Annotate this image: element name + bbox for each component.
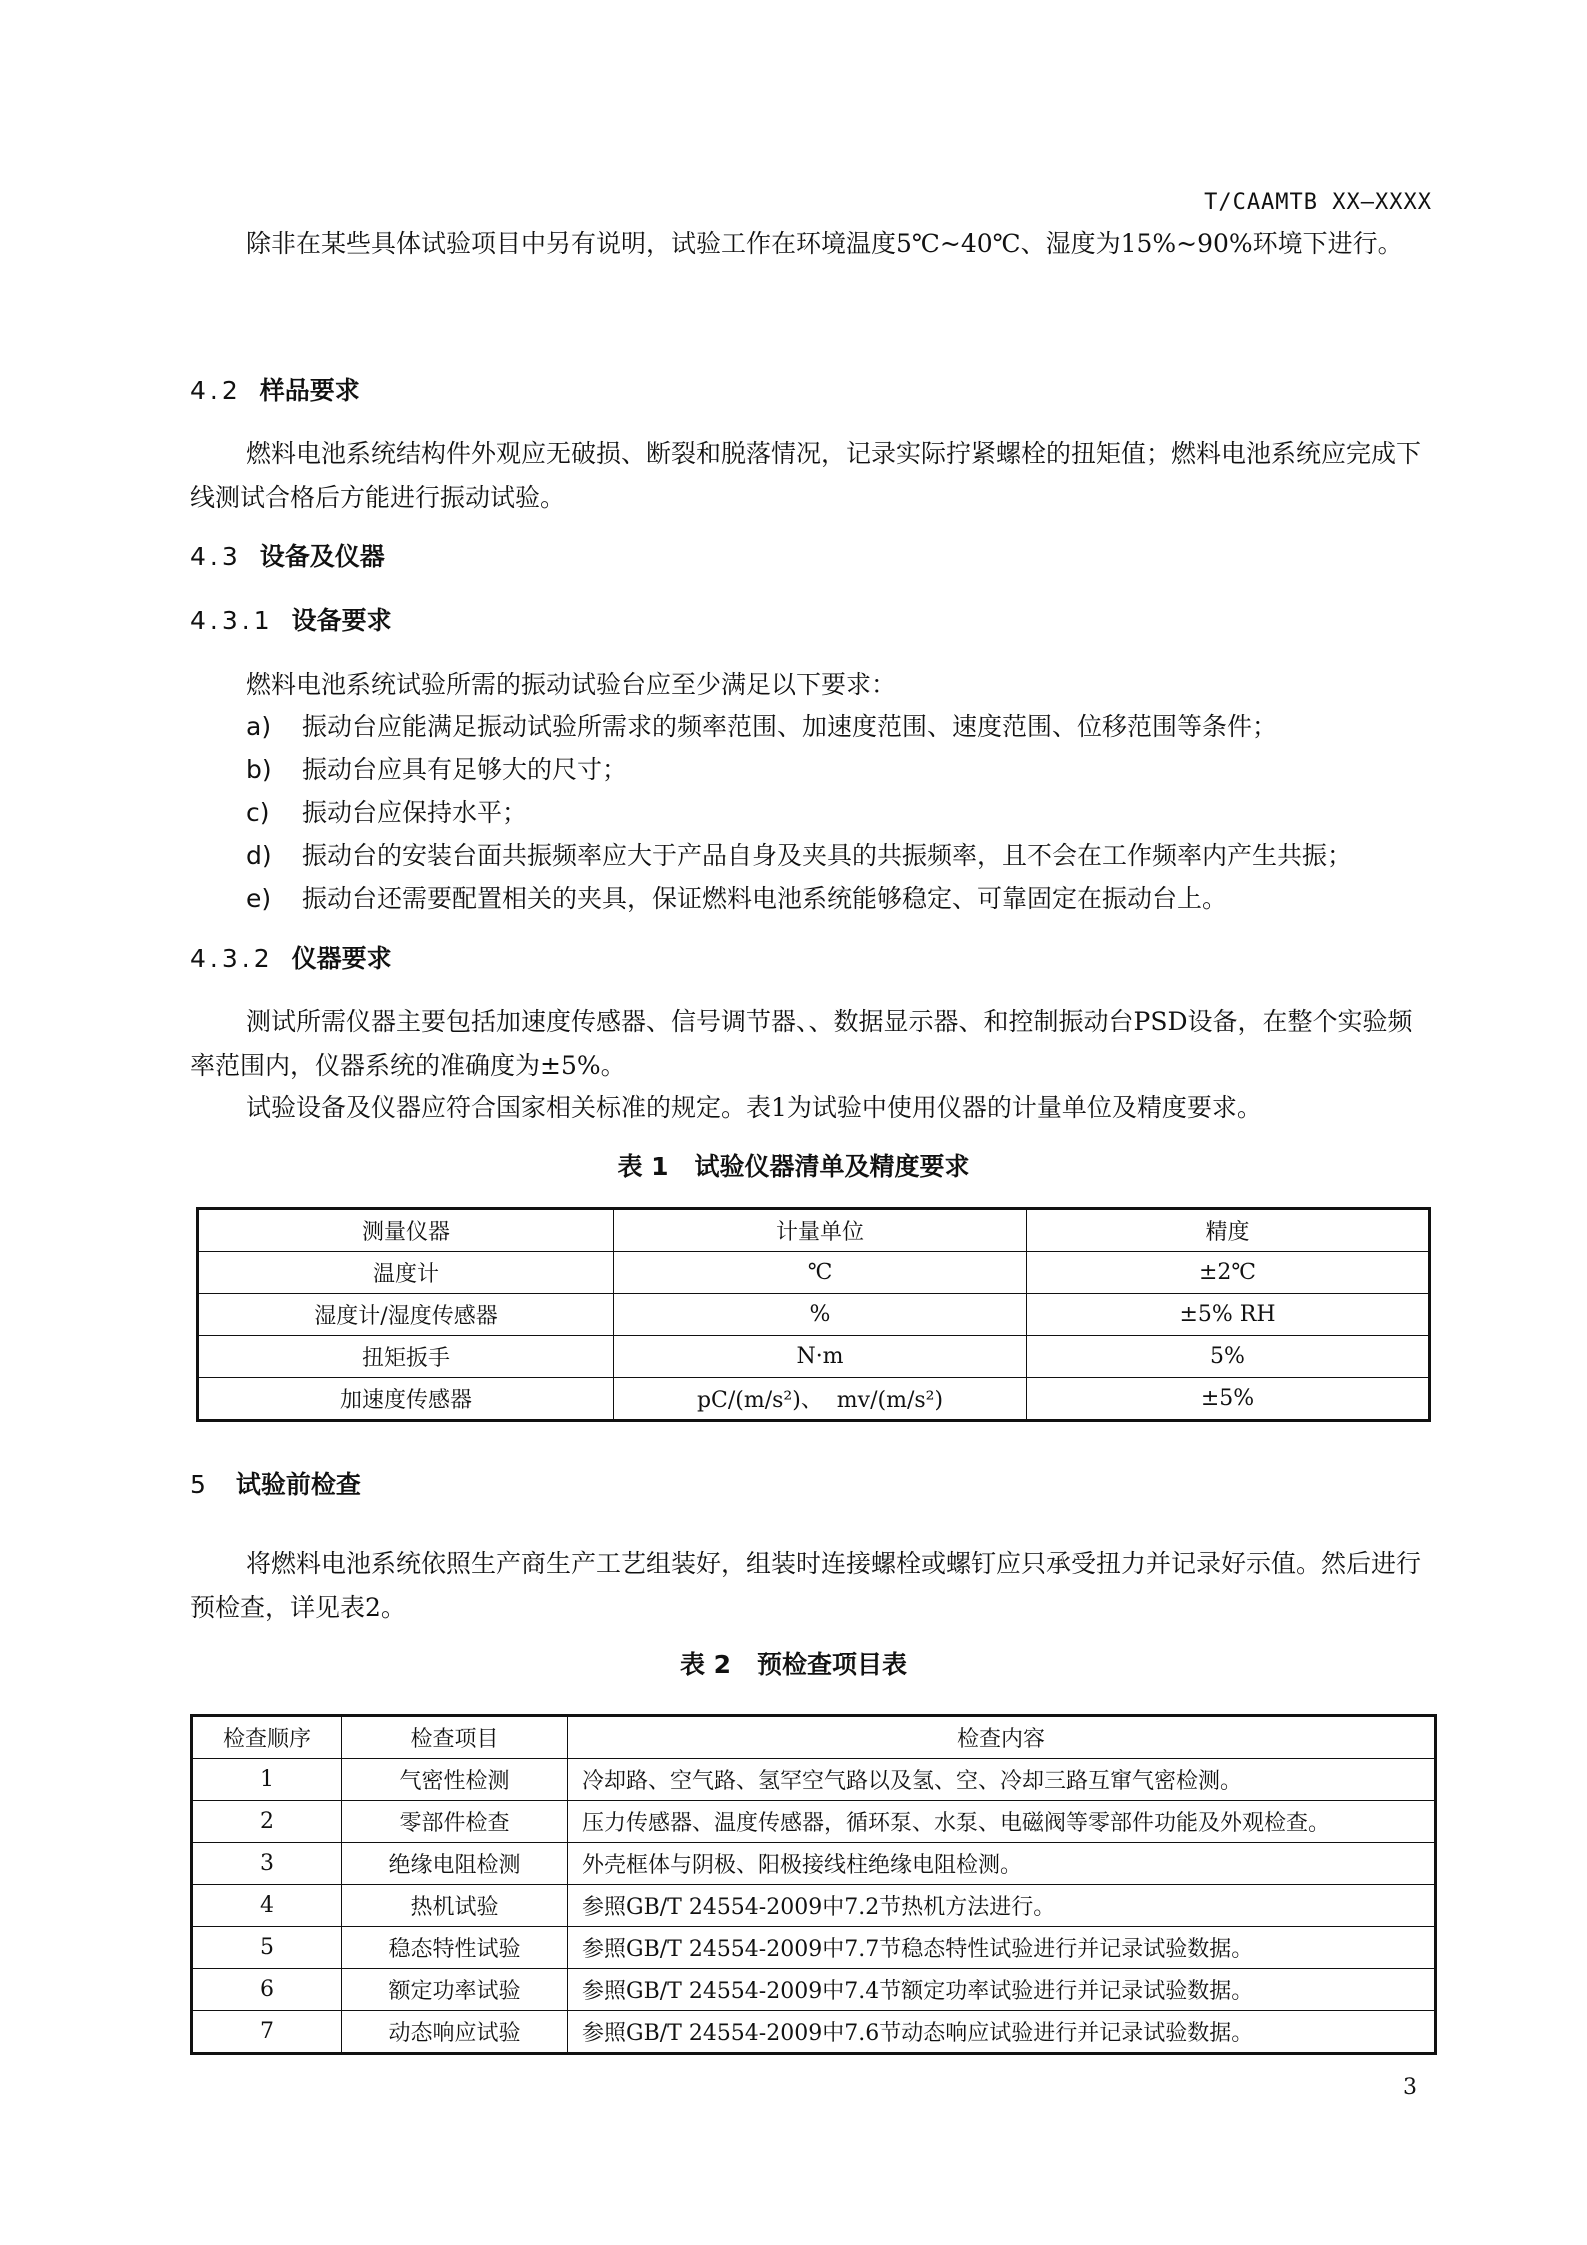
requirement-item xyxy=(246,837,1352,875)
section-number: 4.2 xyxy=(190,376,242,405)
table-cell: 额定功率试验 xyxy=(342,1969,568,2011)
table-cell: 气密性检测 xyxy=(342,1759,568,1801)
item-text: 振动台应能满足振动试验所需求的频率范围、加速度范围、速度范围、位移范围等条件； xyxy=(302,712,1278,741)
section-title: 样品要求 xyxy=(259,376,360,405)
document-code: T/CAAMTB XX—XXXX xyxy=(1204,190,1432,215)
table-row xyxy=(198,1378,1430,1421)
section-title: 试验前检查 xyxy=(235,1470,361,1499)
intro-paragraph: 除非在某些具体试验项目中另有说明，试验工作在环境温度5℃~40℃、湿度为15%~90%环境下进行。 xyxy=(246,229,1403,258)
header-cell: 检查项目 xyxy=(342,1716,568,1759)
table-cell: ±5% RH xyxy=(1027,1294,1430,1336)
section-4-3-1-intro: 燃料电池系统试验所需的振动试验台应至少满足以下要求： xyxy=(246,670,897,699)
section-4-3-heading xyxy=(190,538,385,576)
table-cell: N·m xyxy=(614,1336,1027,1378)
table-cell: 绝缘电阻检测 xyxy=(342,1843,568,1885)
table-row xyxy=(192,1885,1436,1927)
item-marker: b) xyxy=(246,755,272,784)
table-cell: ±5% xyxy=(1027,1378,1430,1421)
table-row xyxy=(192,1969,1436,2011)
caption-title: 预检查项目表 xyxy=(757,1650,908,1679)
section-5-paragraph: 将燃料电池系统依照生产商生产工艺组装好，组装时连接螺栓或螺钉应只承受扭力并记录好示值。然后进行预检查，详见表2。 xyxy=(190,1549,1422,1622)
table-cell: 热机试验 xyxy=(342,1885,568,1927)
section-number: 4.3 xyxy=(190,542,242,571)
section-4-2-paragraph: 燃料电池系统结构件外观应无破损、断裂和脱落情况，记录实际拧紧螺栓的扭矩值；燃料电池系统应完成下线测试合格后方能进行振动试验。 xyxy=(190,439,1422,512)
table-cell: 3 xyxy=(192,1843,342,1885)
section-4-2-heading xyxy=(190,372,360,410)
table-cell: 5% xyxy=(1027,1336,1430,1378)
table-cell: 参照GB/T 24554-2009中7.4节额定功率试验进行并记录试验数据。 xyxy=(568,1969,1436,2011)
instrument-table xyxy=(196,1207,1431,1422)
item-text: 振动台还需要配置相关的夹具，保证燃料电池系统能够稳定、可靠固定在振动台上。 xyxy=(302,884,1228,913)
table-row xyxy=(198,1252,1430,1294)
header-cell: 测量仪器 xyxy=(198,1209,614,1252)
table-row xyxy=(192,1843,1436,1885)
item-marker: e) xyxy=(246,884,272,913)
item-marker: a) xyxy=(246,712,272,741)
section-title: 设备要求 xyxy=(291,606,392,635)
section-4-3-2-heading xyxy=(190,940,392,978)
caption-label: 表 1 xyxy=(617,1152,669,1181)
table-cell: ±2℃ xyxy=(1027,1252,1430,1294)
item-text: 振动台应保持水平； xyxy=(302,798,528,827)
page-number: 3 xyxy=(1403,2075,1417,2100)
section-title: 设备及仪器 xyxy=(259,542,385,571)
table-cell: 5 xyxy=(192,1927,342,1969)
table-cell: ℃ xyxy=(614,1252,1027,1294)
table-cell: 1 xyxy=(192,1759,342,1801)
table-row xyxy=(198,1294,1430,1336)
table-cell: pC/(m/s²)、 mv/(m/s²) xyxy=(614,1378,1027,1421)
table-row xyxy=(192,2011,1436,2054)
section-4-3-1-heading xyxy=(190,602,392,640)
caption-title: 试验仪器清单及精度要求 xyxy=(694,1152,970,1181)
table-row xyxy=(198,1336,1430,1378)
section-number: 4.3.1 xyxy=(190,606,274,635)
table-cell: 动态响应试验 xyxy=(342,2011,568,2054)
header-cell: 精度 xyxy=(1027,1209,1430,1252)
table-cell: 参照GB/T 24554-2009中7.6节动态响应试验进行并记录试验数据。 xyxy=(568,2011,1436,2054)
requirement-item xyxy=(246,708,1277,746)
table-cell: 扭矩扳手 xyxy=(198,1336,614,1378)
table-2-caption xyxy=(0,1646,1587,1684)
precheck-table xyxy=(190,1714,1437,2055)
table-cell: 冷却路、空气路、氢罕空气路以及氢、空、冷却三路互窜气密检测。 xyxy=(568,1759,1436,1801)
section-4-3-2-paragraph-2: 试验设备及仪器应符合国家相关标准的规定。表1为试验中使用仪器的计量单位及精度要求。 xyxy=(246,1093,1262,1122)
table-cell: 加速度传感器 xyxy=(198,1378,614,1421)
caption-label: 表 2 xyxy=(679,1650,732,1679)
table-cell: 压力传感器、温度传感器，循环泵、水泵、电磁阀等零部件功能及外观检查。 xyxy=(568,1801,1436,1843)
section-number: 5 xyxy=(190,1470,210,1499)
header-cell: 计量单位 xyxy=(614,1209,1027,1252)
section-4-3-2-paragraph: 测试所需仪器主要包括加速度传感器、信号调节器、、数据显示器、和控制振动台PSD设备，在整个实验频率范围内，仪器系统的准确度为±5%。 xyxy=(190,1007,1413,1080)
requirement-item xyxy=(246,880,1227,918)
item-text: 振动台应具有足够大的尺寸； xyxy=(302,755,628,784)
table-cell: 6 xyxy=(192,1969,342,2011)
section-5-heading xyxy=(190,1466,361,1504)
table-cell: 参照GB/T 24554-2009中7.2节热机方法进行。 xyxy=(568,1885,1436,1927)
table-cell: 零部件检查 xyxy=(342,1801,568,1843)
item-text: 振动台的安装台面共振频率应大于产品自身及夹具的共振频率，且不会在工作频率内产生共振； xyxy=(302,841,1353,870)
table-row xyxy=(192,1927,1436,1969)
header-cell: 检查内容 xyxy=(568,1716,1436,1759)
table-1-caption xyxy=(0,1148,1587,1186)
table-cell: 温度计 xyxy=(198,1252,614,1294)
requirement-item xyxy=(246,751,627,789)
table-cell: 参照GB/T 24554-2009中7.7节稳态特性试验进行并记录试验数据。 xyxy=(568,1927,1436,1969)
table-row xyxy=(192,1759,1436,1801)
table-cell: 湿度计/湿度传感器 xyxy=(198,1294,614,1336)
item-marker: c) xyxy=(246,798,270,827)
requirement-item xyxy=(246,794,527,832)
section-title: 仪器要求 xyxy=(291,944,392,973)
table-cell: 稳态特性试验 xyxy=(342,1927,568,1969)
table-row xyxy=(192,1801,1436,1843)
table-cell: % xyxy=(614,1294,1027,1336)
table-cell: 外壳框体与阴极、阳极接线柱绝缘电阻检测。 xyxy=(568,1843,1436,1885)
item-marker: d) xyxy=(246,841,272,870)
section-number: 4.3.2 xyxy=(190,944,274,973)
header-cell: 检查顺序 xyxy=(192,1716,342,1759)
table-cell: 7 xyxy=(192,2011,342,2054)
table-header-row xyxy=(192,1716,1436,1759)
table-header-row xyxy=(198,1209,1430,1252)
table-cell: 4 xyxy=(192,1885,342,1927)
table-cell: 2 xyxy=(192,1801,342,1843)
